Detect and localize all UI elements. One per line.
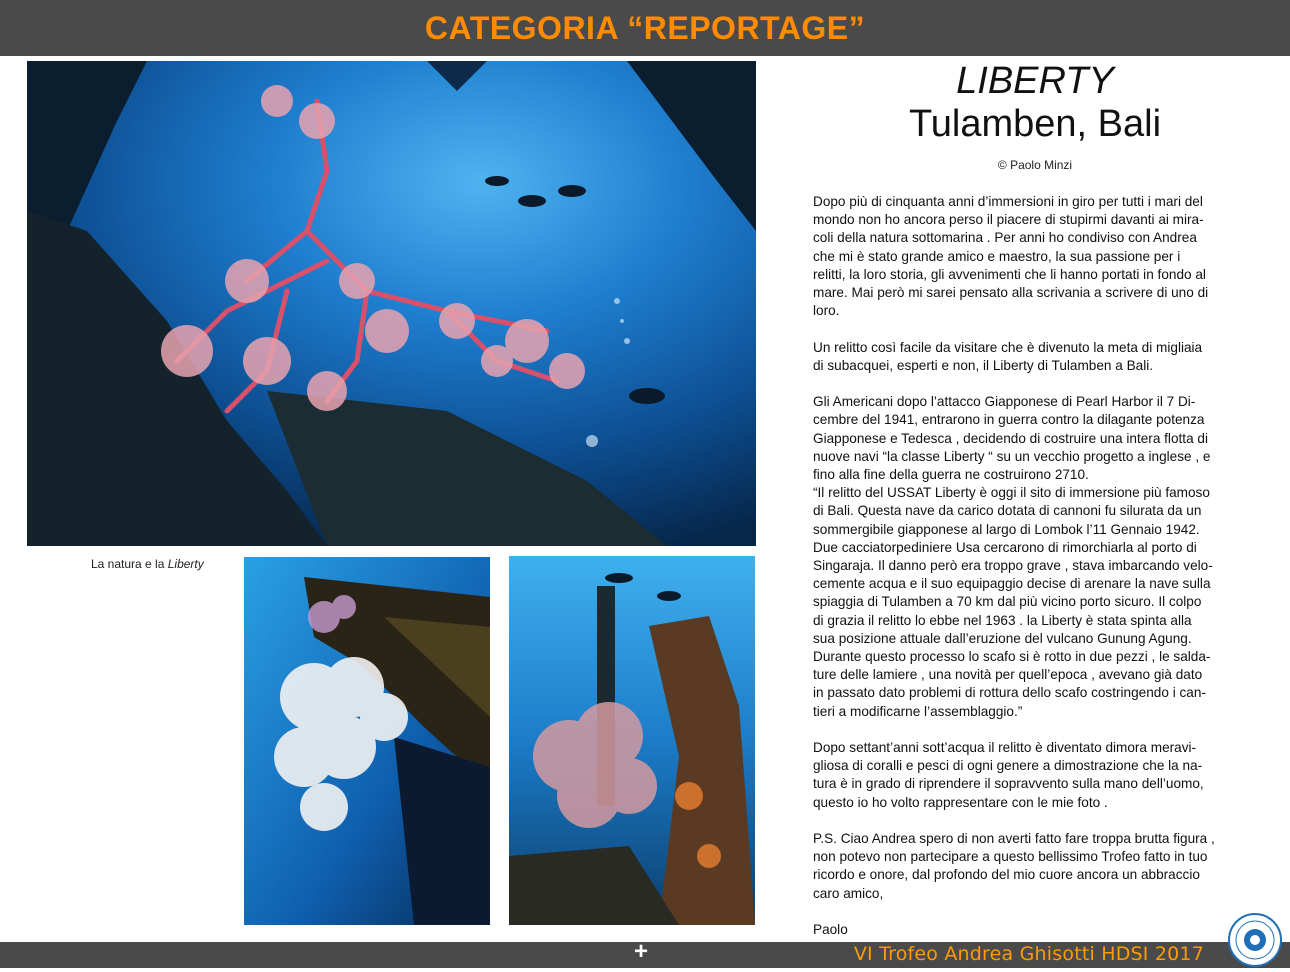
paragraph: Dopo settant’anni sott’acqua il relitto è diventato dimora meravi- gliosa di coralli e pesci di ogni genere a dimostrazione che la na- tura è in grado di riprendere il sopravvento sulla mano dell’uomo, questo io ho volto rappresentare con le mie foto .: [813, 740, 1204, 810]
paragraph: “Il relitto del USSAT Liberty è oggi il sito di immersione più famoso di Bali. Questa nave da carico dotata di cannoni fu silurata da un sommergibile giapponese al largo di Lombok l’11 Gennaio 1942. Due cacciatorpediniere Usa cercarono di rimorchiarla al porto di Singaraja. Il danno però era troppo grave , stava imbarcando velo- cemente acqua e il suo equipaggio decise di arenare la nave sulla spiaggia di Tulamben a 70 km dal più vicino porto sicuro. Il colpo di grazia il relitto lo ebbe nel 1963 . la Liberty è stata spinta alla sua posizione attuale dall’eruzione del vulcano Gunung Agung. Durante questo processo lo scafo si è rotto in due pezzi , le salda- ture delle lamiere , una novità per quell’epoca , avevano già dato in passato dato problemi di rottura dello scafo costringendo i can- tieri a modificarne l’assemblaggio.”: [813, 485, 1213, 719]
photo-caption: [91, 557, 204, 571]
photo-white-soft-coral: [244, 557, 490, 925]
footer-bar: [0, 938, 1290, 968]
paragraph: Gli Americani dopo l’attacco Giapponese di Pearl Harbor il 7 Di- cembre del 1941, entrarono in guerra contro la dilagante potenza Giapponese e Tedesca , decidendo di costruire una intera flotta di nuove navi “la classe Liberty “ su un vecchio progetto a inglese , e fino alla fine della guerra ne costruirono 2710.: [813, 394, 1211, 483]
paragraph: Un relitto così facile da visitare che è divenuto la meta di migliaia di subacquei, esperti e non, il Liberty di Tulamben a Bali.: [813, 339, 1203, 373]
paragraph: Dopo più di cinquanta anni d’immersioni in giro per tutti i mari del mondo non ho ancora perso il piacere di stupirmi davanti ai mira- coli della natura sottomarina . Per anni ho condiviso con Andrea che mi è stato grande amico e maestro, la sua passione per i relitti, la loro storia, gli avvenimenti che li hanno portati in fondo al mare. Mai però mi sarei pensato alla scrivania a scrivere di uno di loro.: [813, 194, 1209, 319]
main-photo-wreck-coral: [27, 61, 756, 546]
hdsi-logo-icon: [1228, 913, 1282, 967]
article-heading: [780, 60, 1290, 172]
photo-credit: © Paolo Minzi: [997, 158, 1073, 172]
article-title: LIBERTY: [956, 60, 1114, 102]
paragraph: P.S. Ciao Andrea spero di non averti fatto fare troppa brutta figura , non potevo non partecipare a questo bellissimo Trofeo fatto in tuo ricordo e onore, dal profondo del mio cuore ancora un abbraccio caro amico,: [813, 831, 1215, 901]
footer-trophy-text: VI Trofeo Andrea Ghisotti HDSI 2017: [853, 943, 1204, 965]
photo-coral-fan-wreck: [509, 556, 755, 925]
caption-italic: Liberty: [167, 557, 204, 571]
category-title: CATEGORIA “REPORTAGE”: [424, 9, 866, 46]
article-location: Tulamben, Bali: [908, 103, 1162, 145]
plus-icon[interactable]: +: [634, 938, 649, 965]
signature: Paolo: [813, 922, 848, 938]
article-body: [813, 193, 1263, 957]
caption-text: La natura e la: [91, 557, 168, 571]
header-bar: [0, 0, 1290, 56]
